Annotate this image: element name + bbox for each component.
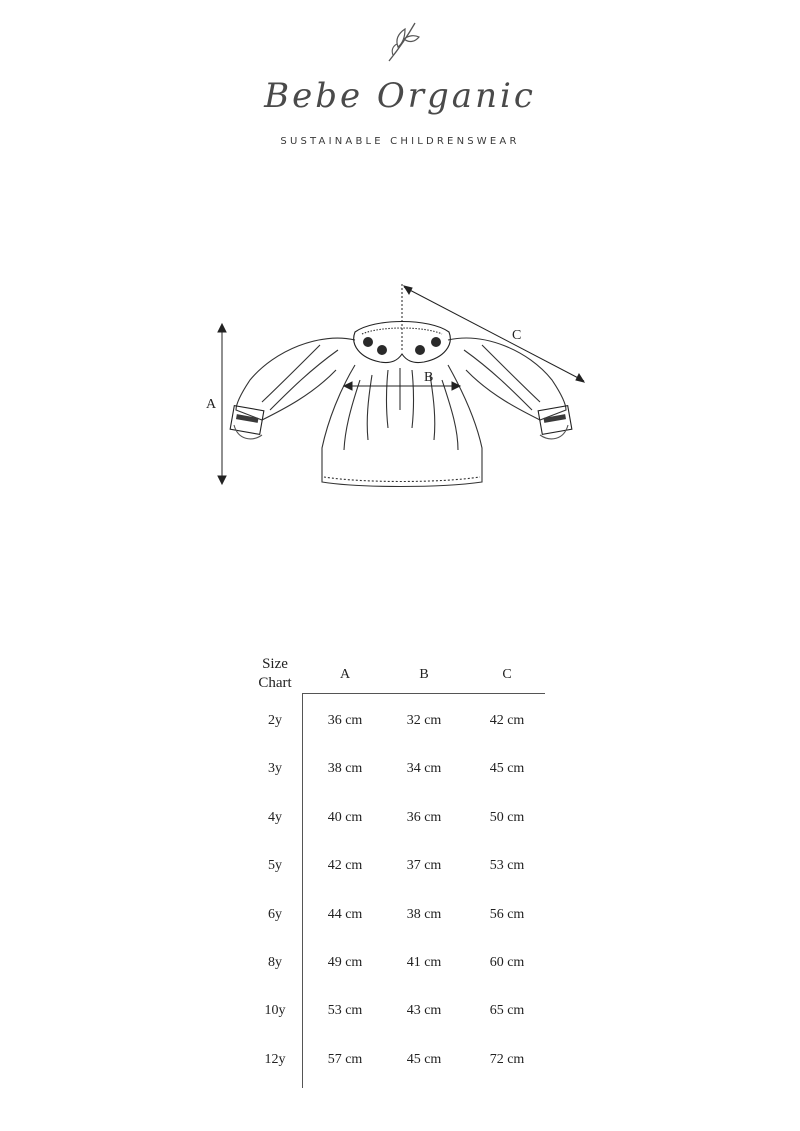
size-cell: 3y — [268, 761, 282, 777]
label-a: A — [206, 397, 217, 412]
cell-c: 42 cm — [489, 713, 525, 728]
table-header — [250, 655, 550, 695]
blouse-body — [322, 365, 482, 487]
cell-a: 49 cm — [327, 954, 363, 970]
measurement-a — [218, 324, 226, 484]
cell-c: 60 cm — [489, 954, 525, 970]
chart-title-line1: Size — [262, 656, 288, 672]
cell-a: 36 cm — [327, 713, 363, 728]
label-c: C — [512, 328, 522, 343]
label-b: B — [424, 370, 434, 385]
cell-c: 53 cm — [489, 858, 525, 874]
garment-diagram — [0, 270, 800, 510]
cell-a: 57 cm — [327, 1051, 363, 1067]
cell-c: 50 cm — [489, 809, 525, 825]
table-body — [250, 695, 550, 1082]
cell-b: 38 cm — [406, 906, 442, 922]
table-row — [250, 792, 550, 840]
size-cell: 12y — [264, 1051, 286, 1067]
cell-b: 34 cm — [406, 761, 442, 777]
table-row — [250, 840, 550, 888]
brand-header — [0, 0, 800, 160]
cell-b: 37 cm — [406, 858, 442, 874]
table-row — [250, 937, 550, 985]
brand-tagline: SUSTAINABLE CHILDRENSWEAR — [280, 136, 520, 147]
size-chart-table — [250, 655, 550, 1082]
column-header-a: A — [339, 667, 351, 682]
size-cell: 2y — [268, 713, 282, 728]
table-row — [250, 889, 550, 937]
chart-title-line2: Chart — [258, 675, 292, 691]
cell-a: 44 cm — [327, 906, 363, 922]
right-sleeve — [448, 338, 566, 420]
cell-a: 53 cm — [327, 1003, 363, 1019]
cuff-embroidery — [236, 414, 566, 423]
cell-c: 56 cm — [489, 906, 525, 922]
table-row — [250, 985, 550, 1033]
size-cell: 4y — [268, 809, 282, 825]
column-header-c: C — [502, 667, 512, 682]
cell-b: 36 cm — [406, 809, 442, 825]
table-row — [250, 743, 550, 791]
size-cell: 10y — [264, 1003, 286, 1019]
cell-b: 43 cm — [406, 1003, 442, 1019]
cell-b: 41 cm — [406, 954, 442, 970]
brand-name: Bebe Organic — [264, 76, 536, 116]
cell-a: 38 cm — [327, 761, 363, 777]
table-row — [250, 695, 550, 743]
header-rule — [302, 693, 545, 694]
cell-c: 65 cm — [489, 1003, 525, 1019]
cell-a: 40 cm — [327, 809, 363, 825]
size-cell: 6y — [268, 906, 282, 922]
measurement-c — [402, 284, 584, 382]
cell-c: 72 cm — [489, 1051, 525, 1067]
size-cell: 5y — [268, 858, 282, 874]
cell-b: 32 cm — [406, 713, 442, 728]
leaf-sprig-icon — [385, 17, 425, 65]
column-header-b: B — [419, 667, 429, 682]
table-row — [250, 1034, 550, 1082]
cell-b: 45 cm — [406, 1051, 442, 1067]
chart-title — [250, 655, 300, 693]
cell-a: 42 cm — [327, 858, 363, 874]
size-cell: 8y — [268, 954, 282, 970]
cell-c: 45 cm — [489, 761, 525, 777]
